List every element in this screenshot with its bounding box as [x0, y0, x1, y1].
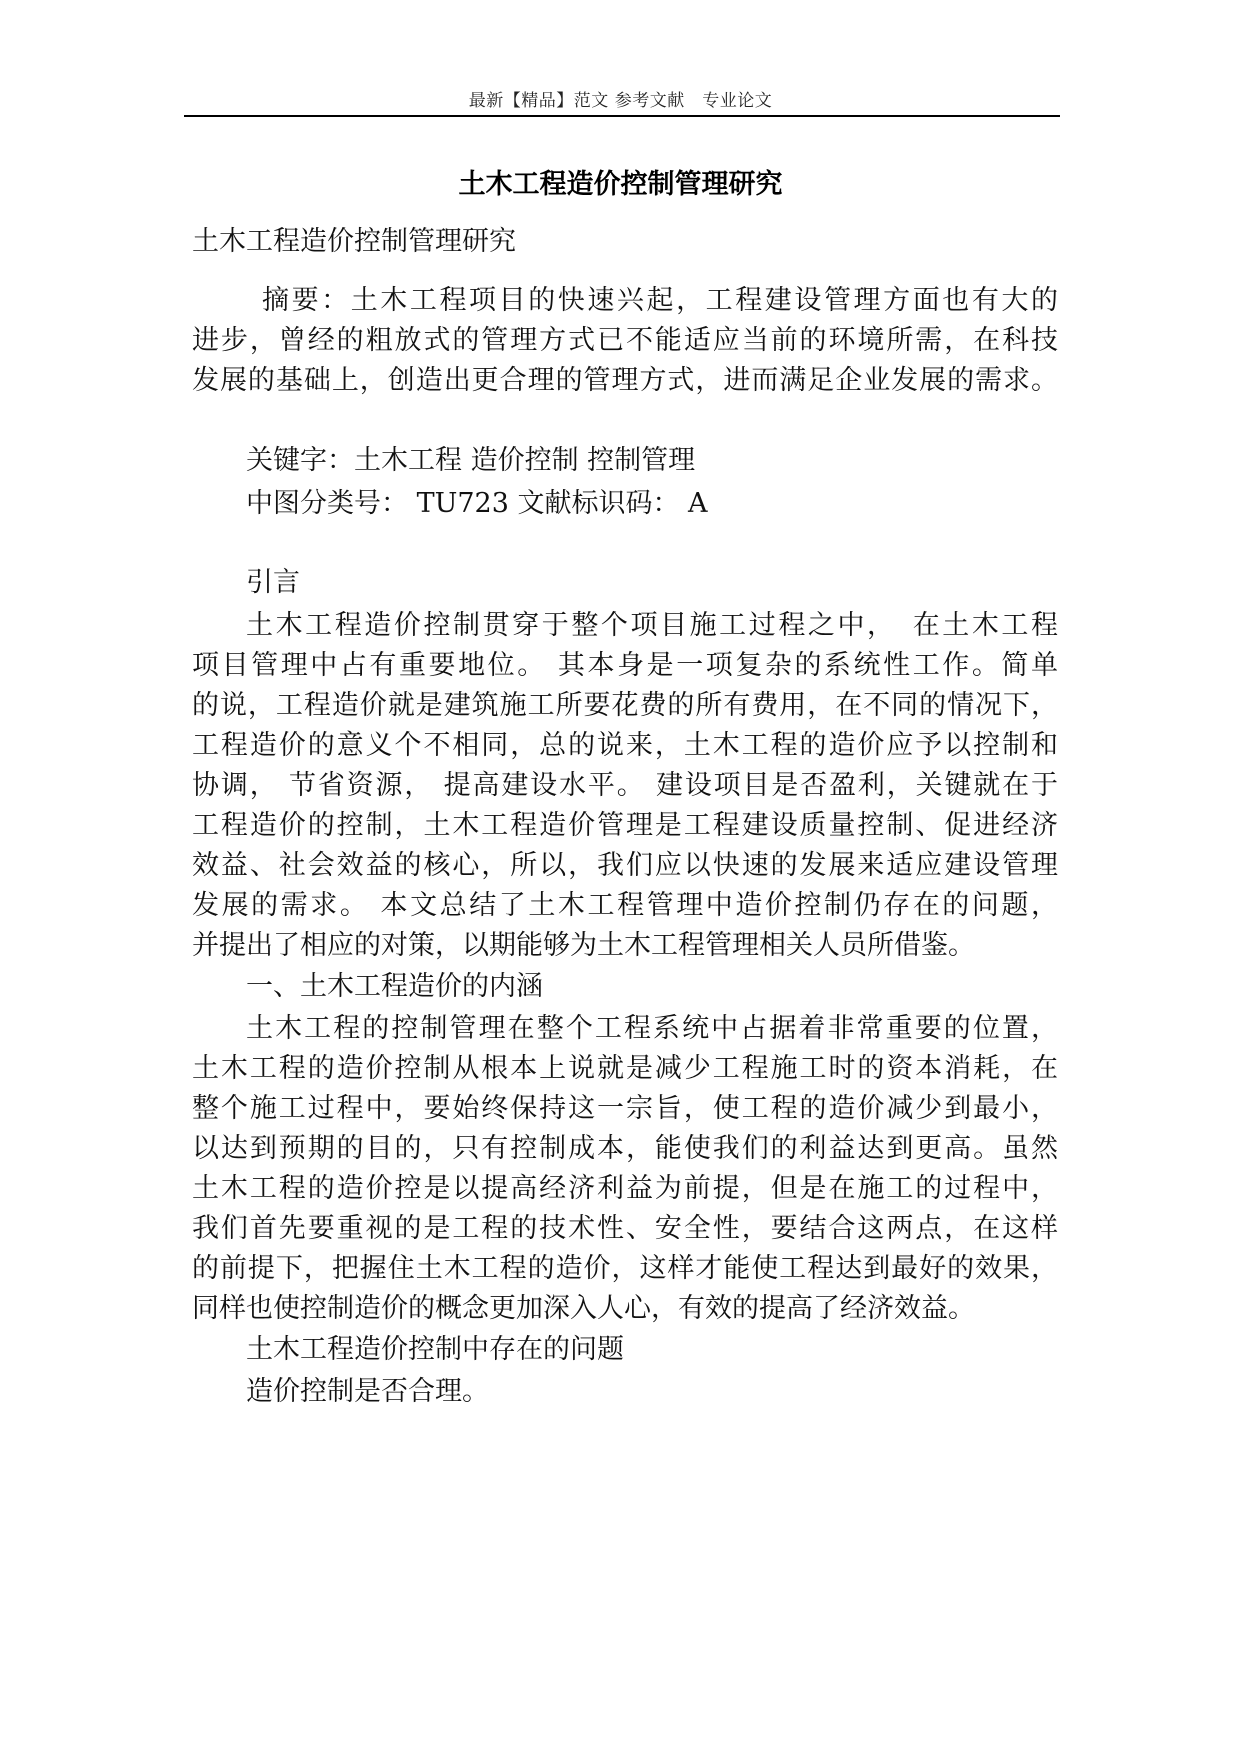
- abstract-line: 摘要：土木工程项目的快速兴起，工程建设管理方面也有大的: [262, 285, 1058, 316]
- document-title: 土木工程造价控制管理研究: [458, 169, 783, 200]
- intro-heading: 引言: [246, 567, 300, 598]
- section1-line: 土木工程的造价控是以提高经济利益为前提，但是在施工的过程中，: [192, 1173, 1058, 1204]
- section1-line: 以达到预期的目的，只有控制成本，能使我们的利益达到更高。虽然: [192, 1133, 1058, 1164]
- subtitle: 土木工程造价控制管理研究: [192, 226, 516, 257]
- section2-heading: 土木工程造价控制中存在的问题: [246, 1334, 624, 1365]
- intro-line: 效益、社会效益的核心，所以，我们应以快速的发展来适应建设管理: [192, 850, 1058, 881]
- section1-line: 的前提下，把握住土木工程的造价，这样才能使工程达到最好的效果，: [192, 1253, 1058, 1284]
- intro-line: 土木工程造价控制贯穿于整个项目施工过程之中， 在土木工程: [246, 610, 1058, 641]
- section1-line: 我们首先要重视的是工程的技术性、安全性，要结合这两点，在这样: [192, 1213, 1058, 1244]
- page-header: 最新【精品】范文 参考文献 专业论文: [468, 91, 773, 111]
- section1-line: 同样也使控制造价的概念更加深入人心，有效的提高了经济效益。: [192, 1293, 975, 1324]
- classification: 中图分类号： TU723 文献标识码： A: [246, 488, 708, 519]
- intro-line: 并提出了相应的对策，以期能够为土木工程管理相关人员所借鉴。: [192, 930, 975, 961]
- section2-subheading: 造价控制是否合理。: [246, 1376, 489, 1407]
- intro-line: 的说，工程造价就是建筑施工所要花费的所有费用，在不同的情况下，: [192, 690, 1058, 721]
- abstract-line: 发展的基础上，创造出更合理的管理方式，进而满足企业发展的需求。: [192, 365, 1058, 396]
- intro-line: 协调， 节省资源， 提高建设水平。 建设项目是否盈利，关键就在于: [192, 770, 1058, 801]
- intro-line: 发展的需求。 本文总结了土木工程管理中造价控制仍存在的问题，: [192, 890, 1058, 921]
- intro-line: 工程造价的意义个不相同，总的说来，土木工程的造价应予以控制和: [192, 730, 1058, 761]
- header-rule: [184, 115, 1060, 117]
- intro-line: 工程造价的控制，土木工程造价管理是工程建设质量控制、促进经济: [192, 810, 1058, 841]
- section1-line: 土木工程的造价控制从根本上说就是减少工程施工时的资本消耗，在: [192, 1053, 1058, 1084]
- abstract-line: 进步，曾经的粗放式的管理方式已不能适应当前的环境所需，在科技: [192, 325, 1058, 356]
- section1-heading: 一、土木工程造价的内涵: [246, 971, 543, 1002]
- section1-line: 土木工程的控制管理在整个工程系统中占据着非常重要的位置，: [246, 1013, 1058, 1044]
- keywords: 关键字：土木工程 造价控制 控制管理: [246, 445, 696, 476]
- section1-line: 整个施工过程中，要始终保持这一宗旨，使工程的造价减少到最小，: [192, 1093, 1058, 1124]
- intro-line: 项目管理中占有重要地位。 其本身是一项复杂的系统性工作。简单: [192, 650, 1058, 681]
